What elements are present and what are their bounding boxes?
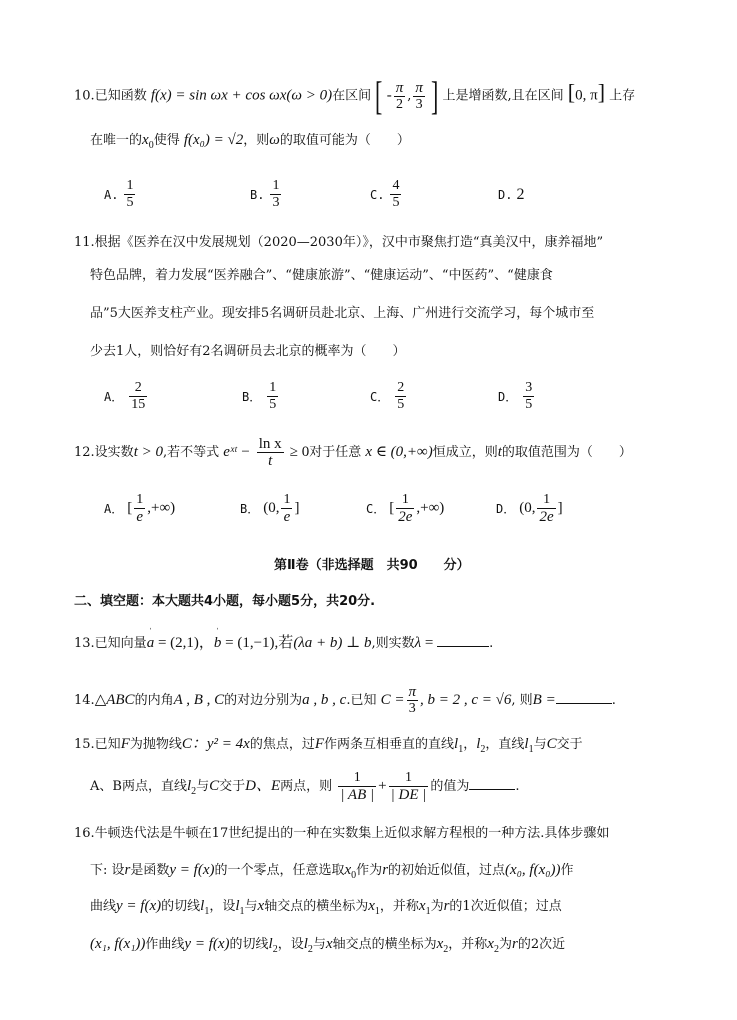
q12-inequality: ≥ 0 — [289, 444, 310, 460]
q10-line2 — [90, 130, 410, 156]
q10-text: 在区间 — [332, 88, 372, 104]
q16-text: 作为 — [356, 863, 383, 878]
q16-text: 作曲线 — [145, 937, 185, 952]
right-bracket: ] — [431, 73, 439, 118]
q12-line1 — [74, 436, 632, 469]
q11-line1: 11.根据《医养在汉中发展规划（2020—2030年）》，汉中市聚焦打造“真美汉中，康养福地” — [74, 235, 604, 250]
q16-text: 的初始近似值，过点 — [388, 863, 506, 878]
parabola-c: C — [546, 736, 557, 752]
q11-option-d[interactable] — [498, 380, 536, 413]
q16-text: 曲线 — [90, 899, 117, 914]
q16-line1: 16.牛顿迭代法是牛顿在17世纪提出的一种在实数集上近似求解方程根的一种方法.具体步骤如 — [74, 826, 610, 841]
q16-text: 下: 设 — [90, 863, 125, 878]
q12-condition: t > 0 — [133, 444, 163, 460]
q15-text: . — [515, 779, 520, 794]
option-label: A． — [104, 390, 124, 404]
q16-text: ，并称 — [379, 899, 419, 914]
q10-text: 上存 — [609, 88, 636, 104]
q14-text: 的内角 — [134, 693, 174, 708]
option-fraction: $\frac{1}{2e}$ — [398, 492, 413, 525]
q15-text: 作两条互相垂直的直线 — [324, 737, 455, 752]
q15-line1 — [74, 734, 583, 760]
q15-text: A、B两点，直线 — [90, 779, 187, 794]
q12-fraction: $\frac{\text{ln x}}{t}$ — [258, 436, 282, 469]
q10-text: 上是增函数,且在区间 — [442, 88, 564, 104]
q15-text: 的值为 — [430, 779, 470, 794]
option-label: C． — [370, 390, 390, 404]
q14-text: 的对边分别为 — [224, 693, 303, 708]
q10-text: 使得 — [153, 133, 180, 148]
q16-text: 为 — [430, 899, 444, 914]
q12-text: 12.设实数 — [74, 445, 134, 460]
q10-line1: 10.已知函数 f(x) = sin ωx + cos ωx(ω > 0)在区间 [ - $\frac{\pi}{2}$ , $\frac{\pi}{3}$ ] 上是增函数,且在区间 [0, π] 上存 — [74, 73, 636, 118]
q11-option-b[interactable] — [242, 380, 280, 413]
q16-text: 是函数 — [130, 863, 170, 878]
q13-text: . — [489, 636, 494, 651]
section-heading: 二、填空题：本大题共4小题，每小题5分，共20分. — [74, 594, 376, 609]
x1-symbol: $x_1$ — [418, 898, 431, 917]
option-fraction: $\frac{1}{e}$ — [136, 492, 144, 525]
q10-number: 10. — [74, 88, 95, 104]
q14-b-angle: B = — [532, 692, 556, 708]
parabola-c: C — [209, 778, 220, 794]
q10-option-a[interactable] — [104, 178, 137, 211]
option-label: B． — [242, 390, 262, 404]
root-r: r — [511, 936, 518, 952]
q11-option-a[interactable] — [104, 380, 149, 413]
q11-line4: 少去1人，则恰好有2名调研员去北京的概率为（ ） — [90, 344, 406, 359]
tangent-l2: $l_2$ — [303, 936, 313, 955]
x0-symbol: $x_0$ — [142, 132, 154, 151]
q15-text: ， — [463, 737, 477, 752]
x-axis-symbol: x — [257, 898, 265, 914]
q14-sides: a , b , c — [302, 692, 347, 708]
answer-blank[interactable] — [469, 775, 515, 790]
q10-interval-left: $\frac{\pi}{2}$ — [395, 79, 404, 112]
q16-text: 为 — [498, 937, 512, 952]
q16-text: 的切线 — [161, 899, 201, 914]
q10-interval-right: $\frac{\pi}{3}$ — [415, 79, 423, 112]
option-fraction: $\frac{4}{5}$ — [392, 178, 400, 210]
q14-text: . — [611, 693, 616, 708]
q15-text: 与 — [533, 737, 547, 752]
q12-option-a[interactable]: A． [ $\frac{1}{e}$ ,+∞) — [104, 492, 176, 525]
left-bracket: [ — [375, 73, 383, 118]
option-label: B. — [250, 187, 265, 202]
option-label: A． — [104, 502, 124, 516]
q15-text: 两点，则 — [280, 779, 333, 794]
point-x0: (x₀, f(x₀)) — [505, 862, 561, 878]
option-label: C. — [370, 187, 385, 202]
q12-exponential: eˣᵗ − — [223, 444, 251, 460]
q16-text: 与 — [244, 899, 258, 914]
line-l1: $l_1$ — [454, 736, 464, 755]
lambda-symbol: λ — [414, 635, 422, 651]
q15-fraction-ab: $\frac{1}{| AB |}$ — [340, 770, 375, 803]
q16-text: 轴交点的横坐标为 — [264, 899, 369, 914]
x0-symbol: $x_0$ — [344, 862, 357, 881]
x-axis-symbol: x — [325, 936, 333, 952]
q16-text: ，设 — [277, 937, 304, 952]
q11-line3: 品”5大医养支柱产业。现安排5名调研员赴北京、上海、广州进行交流学习，每个城市至 — [90, 306, 595, 321]
vector-b: ˈ b — [214, 633, 222, 653]
function-fx: y = f(x) — [116, 898, 162, 914]
q16-text: 作 — [560, 863, 574, 878]
q10-text: ，则 — [243, 133, 270, 148]
focus-f: F — [120, 736, 130, 752]
q16-text: 的切线 — [229, 937, 269, 952]
option-label: D. — [498, 188, 513, 202]
tangent-l2: $l_2$ — [268, 936, 278, 955]
q16-text: 的一个零点，任意选取 — [214, 863, 345, 878]
q12-text: 的取值范围为（ ） — [501, 445, 632, 460]
q16-text: 的2次近 — [517, 937, 566, 952]
q12-text: 对于任意 — [309, 445, 362, 460]
q16-text: 轴交点的横坐标为 — [332, 937, 437, 952]
q13-text: = — [421, 635, 438, 651]
q10-option-d[interactable] — [498, 186, 524, 204]
line-l2: $l_2$ — [186, 778, 197, 797]
option-value: 2 — [516, 186, 525, 203]
option-label: D． — [498, 390, 518, 404]
q13-expression: (λa + b) ⊥ b — [293, 635, 372, 651]
tangent-l1: $l_1$ — [235, 898, 245, 917]
q15-text: 交于 — [219, 779, 246, 794]
x1-symbol: $x_1$ — [368, 898, 380, 917]
option-label: D． — [496, 502, 516, 516]
q12-text: 恒成立，则 — [432, 445, 498, 460]
q10-equation: f(x₀) = √2 — [183, 132, 244, 148]
q12-option-b[interactable]: B． (0, $\frac{1}{e}$ ] — [240, 492, 300, 525]
q14-angles: A , B , C — [173, 692, 225, 708]
q13-text: ,则实数 — [371, 636, 415, 651]
option-fraction: $\frac{2}{5}$ — [397, 380, 405, 412]
x2-symbol: $x_2$ — [487, 936, 499, 955]
q10-option-c[interactable] — [370, 178, 403, 211]
option-fraction: $\frac{1}{5}$ — [126, 178, 134, 210]
option-fraction: $\frac{1}{5}$ — [269, 380, 277, 412]
q14-text: 14. — [74, 693, 95, 708]
q15-text: 15.已知 — [74, 737, 121, 752]
q16-line2 — [90, 860, 573, 886]
q15-text: 交于 — [556, 737, 583, 752]
q15-text: 为抛物线 — [129, 737, 182, 752]
q16-text: ，并称 — [448, 937, 488, 952]
q10-text: 已知函数 — [94, 88, 147, 104]
tangent-l1: $l_1$ — [200, 898, 210, 917]
vector-a: ˈ a — [147, 633, 155, 653]
q16-line3 — [90, 896, 562, 922]
option-fraction: $\frac{2}{15}$ — [131, 380, 146, 412]
line-l2: $l_2$ — [476, 736, 486, 755]
point-x1: (x₁, f(x₁)) — [90, 936, 146, 952]
points-de: D、E — [245, 778, 281, 794]
plus-sign: + — [378, 778, 387, 794]
option-label: B． — [240, 502, 260, 516]
root-r: r — [382, 862, 389, 878]
focus-f: F — [314, 736, 325, 752]
answer-blank[interactable] — [437, 632, 489, 647]
q13-text: 13.已知向量 — [74, 636, 147, 651]
q16-line4 — [90, 934, 565, 960]
option-label: C． — [366, 502, 386, 516]
q10-text: 在唯一的 — [90, 133, 143, 148]
q11-option-c[interactable] — [370, 380, 408, 413]
q11-line2: 特色品牌，着力发展“医养融合”、“健康旅游”、“健康运动”、“中医药”、“健康食 — [90, 268, 553, 283]
t-symbol: t — [497, 444, 502, 460]
q16-text: 与 — [312, 937, 326, 952]
triangle-abc: △ABC — [94, 692, 135, 708]
q13-line — [74, 632, 493, 654]
q10-interval2: 0, π — [575, 87, 598, 104]
q14-text: , 则 — [511, 693, 533, 708]
q15-line2 — [90, 770, 520, 803]
answer-blank[interactable] — [556, 689, 612, 704]
function-fx: y = f(x) — [169, 862, 215, 878]
option-fraction: $\frac{1}{2e}$ — [539, 492, 554, 525]
root-r: r — [443, 898, 450, 914]
q14-line — [74, 684, 616, 717]
vector-a-value: = (2,1)， — [154, 635, 214, 651]
x2-symbol: $x_2$ — [436, 936, 449, 955]
q12-option-c[interactable]: C． [ $\frac{1}{2e}$ ,+∞) — [366, 492, 445, 525]
q14-c-angle: C = — [380, 692, 405, 708]
parabola-equation: ：y² = 4x — [191, 736, 250, 752]
q12-domain: x ∈ (0,+∞) — [365, 444, 433, 460]
parabola-c: C — [181, 736, 192, 752]
q10-option-b[interactable] — [250, 178, 283, 211]
option-fraction: $\frac{1}{e}$ — [283, 492, 291, 525]
q10-function: f(x) = sin ωx + cos ωx(ω > 0) — [150, 87, 333, 104]
q14-fraction: $\frac{\pi}{3}$ — [408, 684, 417, 716]
q15-text: 的焦点，过 — [249, 737, 315, 752]
q15-fraction-de: $\frac{1}{| DE |}$ — [390, 770, 427, 803]
root-r: r — [124, 862, 131, 878]
option-fraction: $\frac{1}{3}$ — [272, 178, 280, 210]
omega-symbol: ω — [269, 132, 280, 148]
line-l1: $l_1$ — [524, 736, 534, 755]
vector-b-value: = (1,−1),若 — [221, 635, 294, 651]
part2-title: 第Ⅱ卷（非选择题 共90 分） — [274, 558, 470, 573]
q16-text: 的1次近似值；过点 — [449, 899, 562, 914]
q16-text: ，设 — [209, 899, 236, 914]
q15-text: 与 — [196, 779, 210, 794]
q10-text: 的取值可能为（ ） — [279, 133, 410, 148]
q15-text: ，直线 — [485, 737, 525, 752]
function-fx: y = f(x) — [184, 936, 230, 952]
q12-text: ,若不等式 — [162, 445, 220, 460]
option-label: A. — [104, 187, 119, 202]
q12-option-d[interactable]: D． (0, $\frac{1}{2e}$ ] — [496, 492, 563, 525]
option-fraction: $\frac{3}{5}$ — [525, 380, 533, 412]
q14-values: , b = 2 , c = √6 — [420, 692, 512, 708]
q14-text: .已知 — [346, 693, 377, 708]
